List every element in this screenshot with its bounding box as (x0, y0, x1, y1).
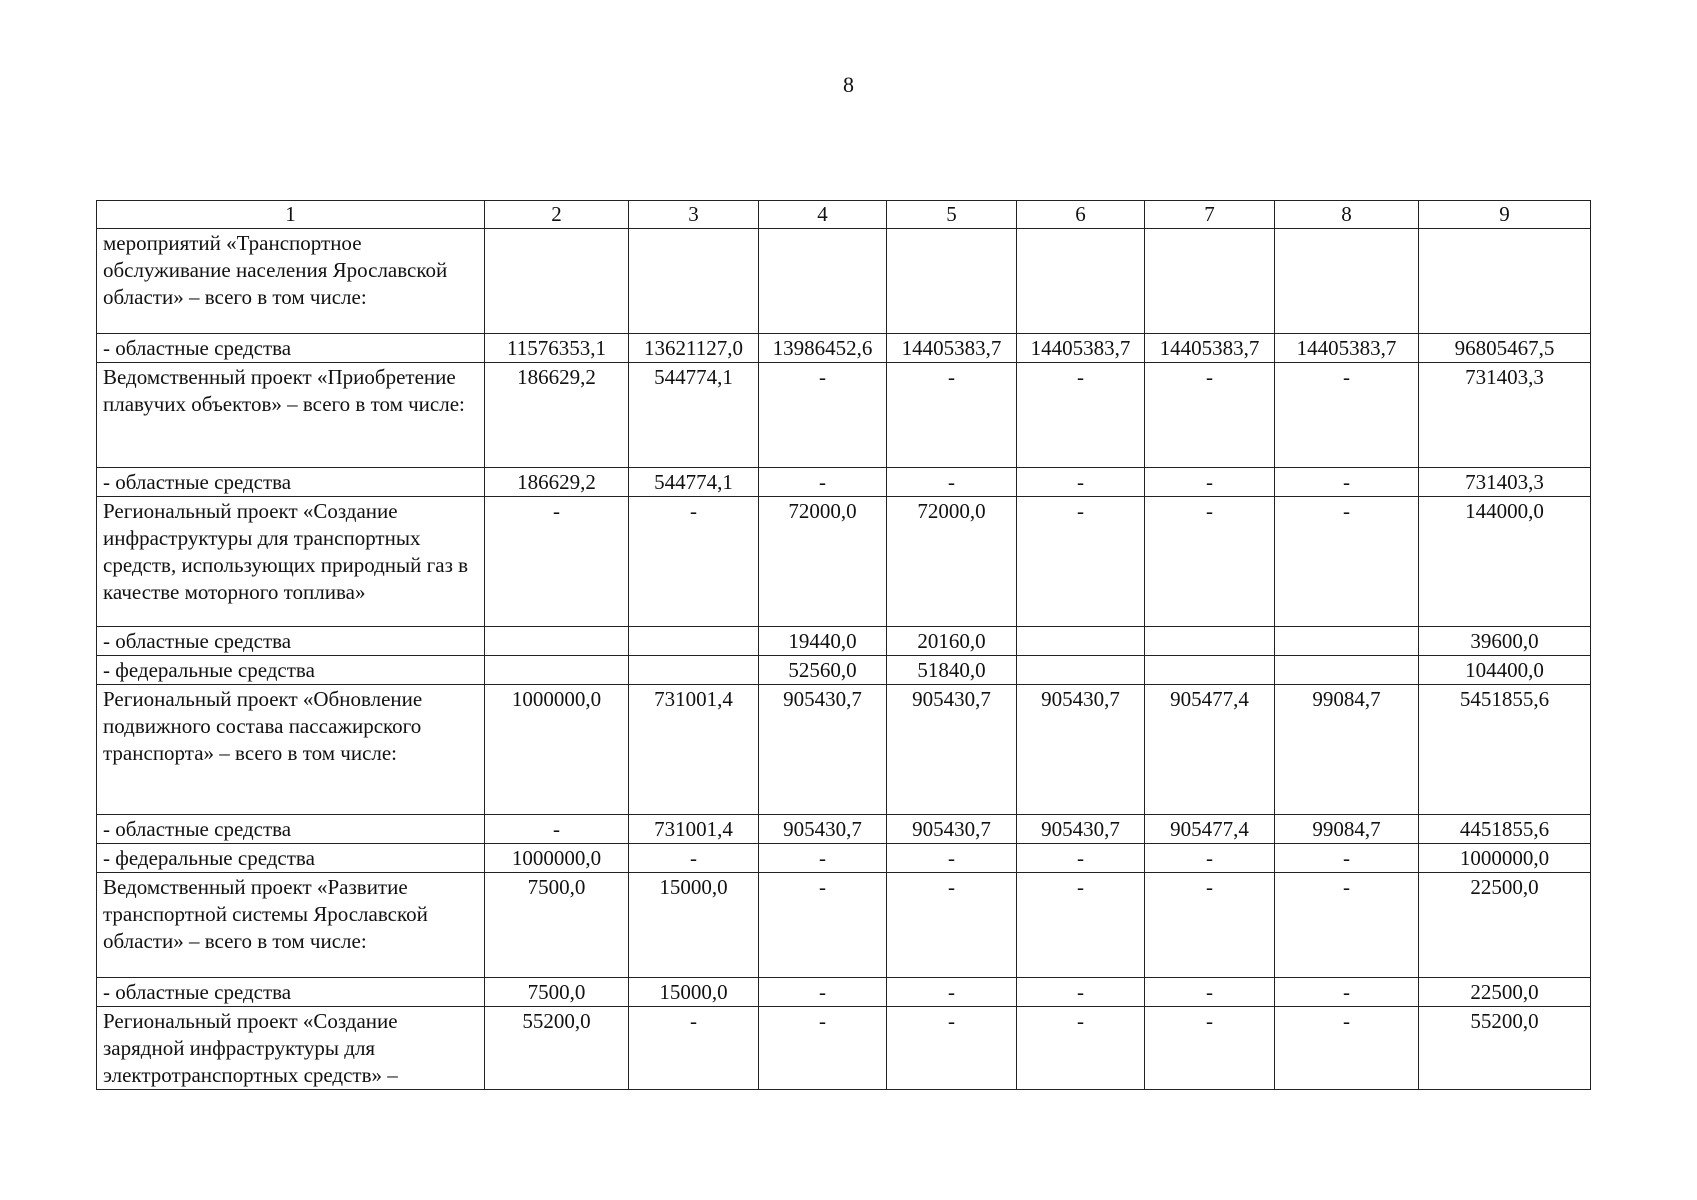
year-value-cell (1145, 627, 1275, 656)
year-value-cell: 905430,7 (1017, 685, 1145, 815)
year-value-cell: 14405383,7 (1275, 334, 1419, 363)
year-value-cell: - (759, 978, 887, 1007)
funding-source-row (97, 844, 1591, 873)
funding-source-row (97, 627, 1591, 656)
year-value-cell: - (759, 844, 887, 873)
year-value-cell: - (1275, 844, 1419, 873)
total-cell: 104400,0 (1419, 656, 1591, 685)
year-value-cell (1145, 229, 1275, 334)
year-value-cell: - (1275, 978, 1419, 1007)
column-number: 6 (1017, 201, 1145, 229)
year-value-cell: 19440,0 (759, 627, 887, 656)
year-value-cell (485, 656, 629, 685)
year-value-cell: 72000,0 (759, 497, 887, 627)
year-value-cell: 52560,0 (759, 656, 887, 685)
project-label: Региональный проект «Обновление подвижного состава пассажирского транспорта» – всего в том числе: (97, 685, 485, 815)
year-value-cell (1017, 656, 1145, 685)
funding-source-row (97, 468, 1591, 497)
column-number-row (97, 201, 1591, 229)
year-value-cell: - (1145, 497, 1275, 627)
year-value-cell: 11576353,1 (485, 334, 629, 363)
year-value-cell: 731001,4 (629, 685, 759, 815)
year-value-cell: - (1017, 363, 1145, 468)
year-value-cell (629, 627, 759, 656)
year-value-cell (629, 656, 759, 685)
year-value-cell: 14405383,7 (1017, 334, 1145, 363)
year-value-cell: 905430,7 (887, 815, 1017, 844)
column-number: 8 (1275, 201, 1419, 229)
year-value-cell: - (485, 497, 629, 627)
project-label: Региональный проект «Создание инфраструктуры для транспортных средств, использующих природный газ в качестве моторного топлива» (97, 497, 485, 627)
total-cell: 144000,0 (1419, 497, 1591, 627)
total-cell (1419, 229, 1591, 334)
year-value-cell: - (1017, 978, 1145, 1007)
year-value-cell: - (1145, 873, 1275, 978)
year-value-cell (887, 229, 1017, 334)
year-value-cell: 905430,7 (759, 815, 887, 844)
year-value-cell: - (1145, 1007, 1275, 1090)
funding-source-label: - областные средства (97, 334, 485, 363)
year-value-cell: - (1017, 844, 1145, 873)
year-value-cell (1017, 627, 1145, 656)
year-value-cell: - (1017, 873, 1145, 978)
year-value-cell: - (1017, 1007, 1145, 1090)
year-value-cell: - (887, 844, 1017, 873)
year-value-cell: - (759, 1007, 887, 1090)
project-row (97, 685, 1591, 815)
column-number: 2 (485, 201, 629, 229)
funding-source-label: - областные средства (97, 468, 485, 497)
year-value-cell: 7500,0 (485, 873, 629, 978)
year-value-cell: 51840,0 (887, 656, 1017, 685)
funding-source-label: - областные средства (97, 627, 485, 656)
year-value-cell: - (1145, 844, 1275, 873)
project-label: мероприятий «Транспортное обслуживание населения Ярославской области» – всего в том числе: (97, 229, 485, 334)
total-cell: 4451855,6 (1419, 815, 1591, 844)
year-value-cell: 544774,1 (629, 363, 759, 468)
year-value-cell (485, 627, 629, 656)
project-label: Региональный проект «Создание зарядной инфраструктуры для электротранспортных средств» – (97, 1007, 485, 1090)
year-value-cell: 1000000,0 (485, 685, 629, 815)
year-value-cell (629, 229, 759, 334)
funding-source-row (97, 334, 1591, 363)
year-value-cell: - (1275, 497, 1419, 627)
year-value-cell: - (1275, 468, 1419, 497)
year-value-cell: 186629,2 (485, 363, 629, 468)
year-value-cell: - (887, 363, 1017, 468)
project-row (97, 1007, 1591, 1090)
year-value-cell: - (1275, 363, 1419, 468)
funding-source-row (97, 978, 1591, 1007)
year-value-cell: - (1145, 978, 1275, 1007)
column-number: 1 (97, 201, 485, 229)
year-value-cell: - (759, 873, 887, 978)
year-value-cell: 72000,0 (887, 497, 1017, 627)
year-value-cell: 905430,7 (759, 685, 887, 815)
year-value-cell: - (887, 468, 1017, 497)
column-number: 9 (1419, 201, 1591, 229)
year-value-cell (1275, 229, 1419, 334)
year-value-cell: - (1017, 497, 1145, 627)
column-number: 7 (1145, 201, 1275, 229)
total-cell: 1000000,0 (1419, 844, 1591, 873)
year-value-cell: - (1275, 1007, 1419, 1090)
total-cell: 731403,3 (1419, 468, 1591, 497)
funding-source-label: - федеральные средства (97, 656, 485, 685)
year-value-cell: - (887, 978, 1017, 1007)
funding-source-row (97, 656, 1591, 685)
year-value-cell: 905477,4 (1145, 815, 1275, 844)
total-cell: 22500,0 (1419, 978, 1591, 1007)
year-value-cell: - (629, 844, 759, 873)
year-value-cell: 20160,0 (887, 627, 1017, 656)
project-row (97, 497, 1591, 627)
project-label: Ведомственный проект «Развитие транспортной системы Ярославской области» – всего в том числе: (97, 873, 485, 978)
year-value-cell: - (887, 873, 1017, 978)
funding-source-label: - областные средства (97, 978, 485, 1007)
funding-source-label: - областные средства (97, 815, 485, 844)
year-value-cell: 13621127,0 (629, 334, 759, 363)
year-value-cell: 15000,0 (629, 873, 759, 978)
total-cell: 96805467,5 (1419, 334, 1591, 363)
year-value-cell: 7500,0 (485, 978, 629, 1007)
project-row (97, 229, 1591, 334)
year-value-cell: 99084,7 (1275, 685, 1419, 815)
year-value-cell: 905430,7 (887, 685, 1017, 815)
column-number: 5 (887, 201, 1017, 229)
year-value-cell: - (759, 468, 887, 497)
year-value-cell: - (1145, 468, 1275, 497)
page-number: 8 (843, 72, 854, 97)
year-value-cell: 99084,7 (1275, 815, 1419, 844)
year-value-cell: - (485, 815, 629, 844)
year-value-cell: 731001,4 (629, 815, 759, 844)
year-value-cell (485, 229, 629, 334)
year-value-cell: 905477,4 (1145, 685, 1275, 815)
column-number: 3 (629, 201, 759, 229)
year-value-cell (1145, 656, 1275, 685)
budget-table (96, 200, 1591, 1090)
year-value-cell: - (887, 1007, 1017, 1090)
year-value-cell (1275, 627, 1419, 656)
year-value-cell: 1000000,0 (485, 844, 629, 873)
year-value-cell: 186629,2 (485, 468, 629, 497)
year-value-cell: - (629, 1007, 759, 1090)
year-value-cell (1017, 229, 1145, 334)
project-row (97, 363, 1591, 468)
year-value-cell: - (1275, 873, 1419, 978)
year-value-cell (1275, 656, 1419, 685)
year-value-cell: 544774,1 (629, 468, 759, 497)
year-value-cell: - (629, 497, 759, 627)
total-cell: 22500,0 (1419, 873, 1591, 978)
project-row (97, 873, 1591, 978)
year-value-cell: - (759, 363, 887, 468)
total-cell: 39600,0 (1419, 627, 1591, 656)
year-value-cell (759, 229, 887, 334)
project-label: Ведомственный проект «Приобретение плавучих объектов» – всего в том числе: (97, 363, 485, 468)
total-cell: 55200,0 (1419, 1007, 1591, 1090)
year-value-cell: 13986452,6 (759, 334, 887, 363)
year-value-cell: 15000,0 (629, 978, 759, 1007)
budget-table-body (97, 229, 1591, 1090)
column-number: 4 (759, 201, 887, 229)
year-value-cell: 55200,0 (485, 1007, 629, 1090)
year-value-cell: - (1145, 363, 1275, 468)
year-value-cell: 14405383,7 (887, 334, 1017, 363)
year-value-cell: 14405383,7 (1145, 334, 1275, 363)
total-cell: 731403,3 (1419, 363, 1591, 468)
funding-source-label: - федеральные средства (97, 844, 485, 873)
year-value-cell: - (1017, 468, 1145, 497)
total-cell: 5451855,6 (1419, 685, 1591, 815)
year-value-cell: 905430,7 (1017, 815, 1145, 844)
funding-source-row (97, 815, 1591, 844)
